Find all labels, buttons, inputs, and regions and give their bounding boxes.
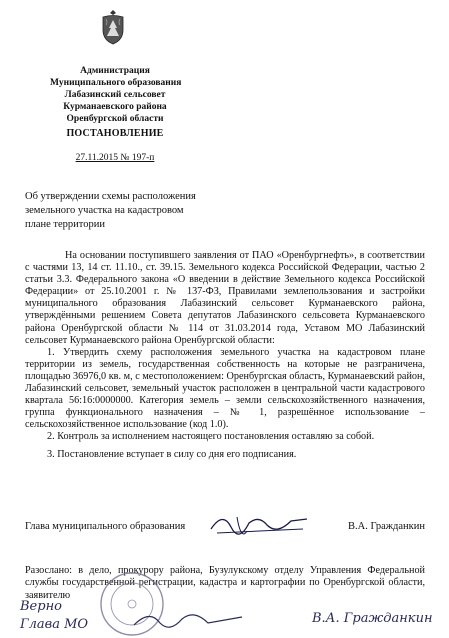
subject-line: Об утверждении схемы расположения — [25, 191, 196, 202]
handwritten-title: Глава МО — [20, 617, 89, 632]
header-line: Администрация — [80, 66, 150, 76]
document-type: ПОСТАНОВЛЕНИЕ — [66, 128, 164, 139]
resolution-item-1: 1. Утвердить схему расположения земельного участка на кадастровом плане территории из земель, государственная собственность на которые не разграничена, площадью 36976,0 кв. м, с местоположением: Оренбургская область, Курманаевский район, Лабазинский сельсовет, земельный участок расположен в центральной части кадастрового квартала 56:16:0000000. Категория земель – земли сельскохозяйственного назначения, группа функционального назначения – № 1, разрешённое использование – сельскохозяйственное использование (код 1.0). — [25, 346, 425, 431]
distribution-list — [25, 565, 425, 602]
resolution-item-3: 3. Постановление вступает в силу со дня его подписания. — [47, 448, 297, 460]
handwritten-certification — [20, 599, 440, 638]
document-date-number: 27.11.2015 № 197-п — [75, 153, 155, 163]
header-line: Курманаевского района — [63, 102, 167, 112]
resolution-item-2: 2. Контроль за исполнением настоящего постановления оставляю за собой. — [47, 431, 375, 443]
handwritten-verno: Верно — [20, 599, 62, 614]
handwritten-name: В.А. Гражданкин — [312, 611, 433, 626]
handwritten-signature — [207, 505, 317, 550]
distribution-text: Разослано: в дело, прокурору района, Бузулукскому отделу Управления Федеральной службы государственной регистрации, кадастра и картографии по Оренбургской области, заявителю — [25, 565, 425, 601]
document-subject — [25, 190, 265, 232]
header-line: Лабазинский сельсовет — [64, 90, 166, 100]
subject-line: плане территории — [25, 219, 105, 230]
signatory-name: В.А. Гражданкин — [348, 521, 425, 532]
issuer-header — [50, 65, 180, 125]
preamble-paragraph: На основании поступившего заявления от ПАО «Оренбургнефть», в соответствии с частями 13, 14 ст. 11.10., ст. 39.15. Земельного кодекса Российской Федерации, частью 2 статьи 3.3. Федерального закона «О введении в действие Земельного кодекса Российской Федерации» от 25.10.2001 г. № 137-ФЗ, Правилами землепользования и застройки муниципального образования Лабазинский сельсовет Курманаевского района, утверждёнными решением Совета депутатов Лабазинского сельсовета Курманаевского района Оренбургской области № 114 от 31.03.2014 года, Уставом МО Лабазинский сельсовет Курманаевского района Оренбургской области: — [25, 250, 425, 346]
document-body — [25, 250, 425, 461]
coat-of-arms-icon — [99, 8, 127, 46]
signatory-position: Глава муниципального образования — [25, 521, 186, 532]
header-line: Муниципального образования — [50, 78, 182, 88]
header-line: Оренбургской области — [66, 114, 164, 124]
handwritten-signature-2 — [130, 607, 250, 635]
subject-line: земельного участка на кадастровом — [25, 205, 184, 216]
